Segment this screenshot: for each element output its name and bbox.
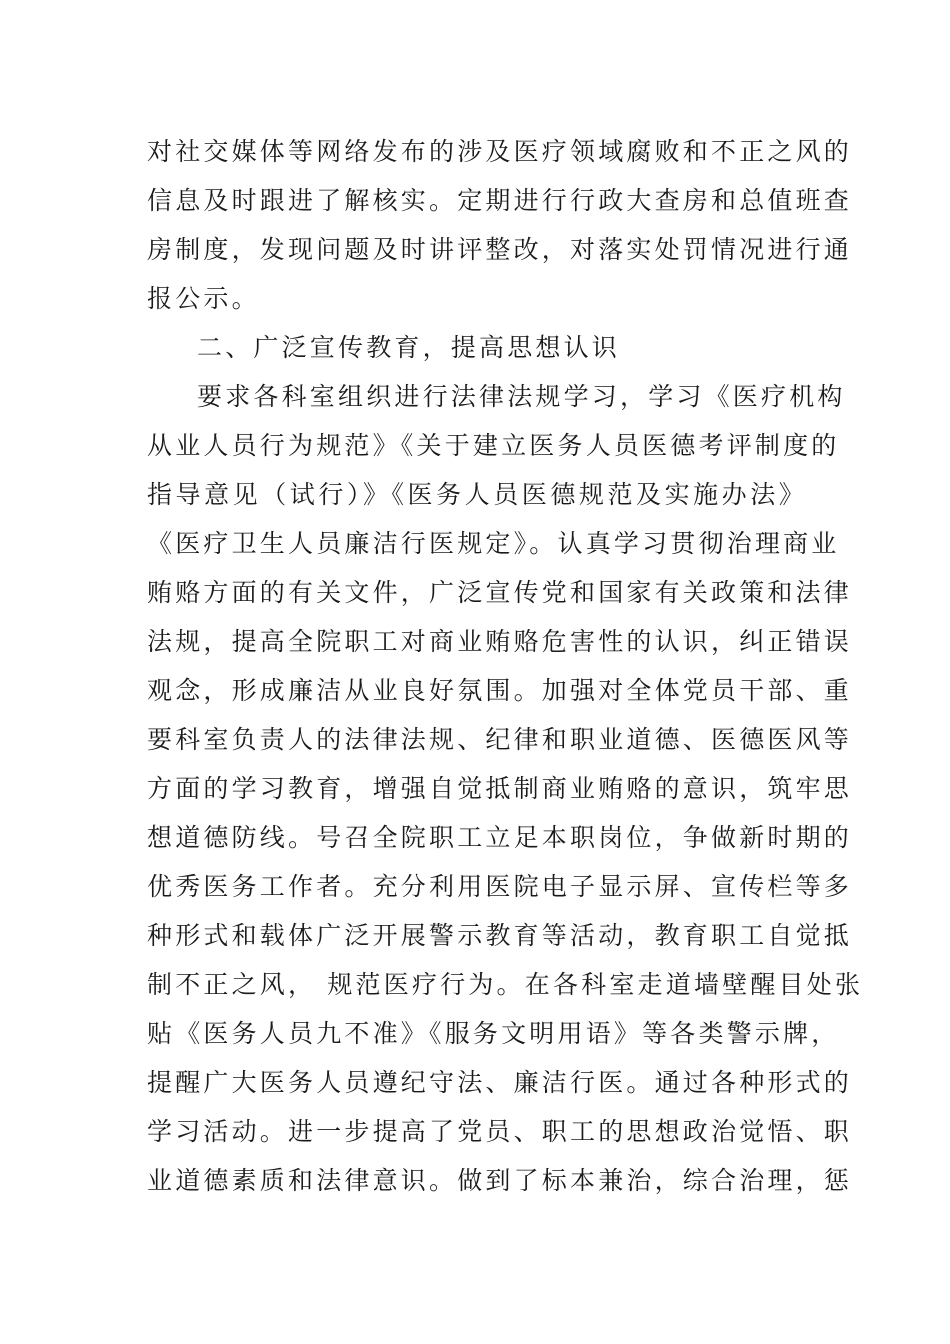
paragraph-2-line-14: 贴《医务人员九不准》《服务文明用语》等各类警示牌， <box>147 1019 840 1048</box>
paragraph-1-line-2: 信息及时跟进了解核实。定期进行行政大查房和总值班查 <box>147 186 853 215</box>
paragraph-2-line-5: 贿赂方面的有关文件，广泛宣传党和国家有关政策和法律 <box>147 578 853 607</box>
paragraph-1-line-4: 报公示。 <box>147 284 260 313</box>
paragraph-2-line-15: 提醒广大医务人员遵纪守法、廉洁行医。通过各种形式的 <box>147 1068 853 1097</box>
paragraph-1-line-3: 房制度，发现问题及时讲评整改，对落实处罚情况进行通 <box>147 235 853 264</box>
paragraph-2-line-8: 要科室负责人的法律法规、纪律和职业道德、医德医风等 <box>147 725 853 754</box>
paragraph-2-line-16: 学习活动。进一步提高了党员、职工的思想政治觉悟、职 <box>147 1117 853 1146</box>
paragraph-2-line-10: 想道德防线。号召全院职工立足本职岗位，争做新时期的 <box>147 823 853 852</box>
paragraph-2-line-4: 《医疗卫生人员廉洁行医规定》。认真学习贯彻治理商业 <box>147 529 840 558</box>
paragraph-2-line-13: 制不正之风， 规范医疗行为。在各科室走道墙壁醒目处张 <box>147 970 864 999</box>
paragraph-2-line-9: 方面的学习教育，增强自觉抵制商业贿赂的意识，筑牢思 <box>147 774 853 803</box>
paragraph-2-line-2: 从业人员行为规范》《关于建立医务人员医德考评制度的 <box>147 431 840 460</box>
paragraph-2-line-12: 种形式和载体广泛开展警示教育等活动，教育职工自觉抵 <box>147 921 853 950</box>
paragraph-1-line-1: 对社交媒体等网络发布的涉及医疗领域腐败和不正之风的 <box>147 137 853 166</box>
paragraph-2-line-7: 观念，形成廉洁从业良好氛围。加强对全体党员干部、重 <box>147 676 853 705</box>
paragraph-2-line-1: 要求各科室组织进行法律法规学习，学习《医疗机构 <box>197 382 846 411</box>
paragraph-2-line-17: 业道德素质和法律意识。做到了标本兼治，综合治理，惩 <box>147 1166 853 1195</box>
paragraph-2-line-11: 优秀医务工作者。充分利用医院电子显示屏、宣传栏等多 <box>147 872 853 901</box>
paragraph-2-line-3: 指导意见（试行）》《医务人员医德规范及实施办法》 <box>147 480 807 509</box>
paragraph-2-line-6: 法规，提高全院职工对商业贿赂危害性的认识，纠正错误 <box>147 627 853 656</box>
section-heading: 二、广泛宣传教育，提高思想认识 <box>197 333 621 362</box>
